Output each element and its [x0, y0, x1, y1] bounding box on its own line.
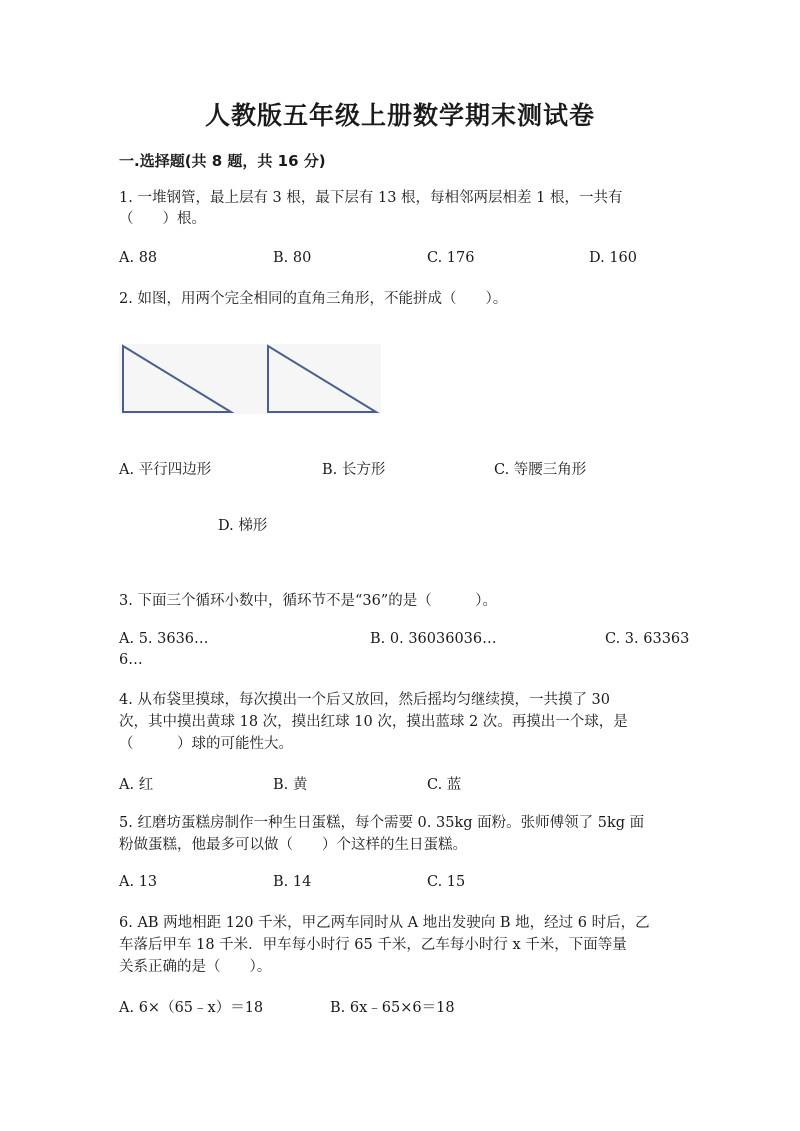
- q1-text-line1: 1. 一堆钢管，最上层有 3 根，最下层有 13 根，每相邻两层相差 1 根，一共有: [119, 190, 623, 206]
- q5-text-line1: 5. 红磨坊蛋糕房制作一种生日蛋糕，每个需要 0. 35kg 面粉。张师傅领了 5kg 面: [119, 815, 645, 831]
- q4-text-line3: （ ）球的可能性大。: [119, 736, 293, 752]
- q1-option-d: D. 160: [589, 250, 638, 266]
- q2-option-c: C. 等腰三角形: [494, 462, 587, 478]
- q2-option-d: D. 梯形: [218, 518, 268, 534]
- q2-option-a: A. 平行四边形: [119, 462, 212, 478]
- q4-option-c: C. 蓝: [427, 777, 462, 793]
- q6-option-a: A. 6×（65﹣x）＝18: [119, 1000, 264, 1016]
- q6-option-b: B. 6x﹣65×6＝18: [330, 1000, 455, 1016]
- right-triangle-left: [123, 346, 231, 412]
- q1-option-c: C. 176: [427, 250, 475, 266]
- q3-option-c-wrap: 6…: [119, 652, 143, 668]
- q5-text-line2: 粉做蛋糕，他最多可以做（ ）个这样的生日蛋糕。: [119, 837, 467, 853]
- right-triangles-figure: [119, 344, 381, 414]
- q6-text-line3: 关系正确的是（ ）。: [119, 959, 272, 975]
- q4-text-line1: 4. 从布袋里摸球，每次摸出一个后又放回，然后摇均匀继续摸，一共摸了 30: [119, 692, 611, 708]
- q1-option-b: B. 80: [273, 250, 312, 266]
- q1-option-a: A. 88: [119, 250, 158, 266]
- page-title: 人教版五年级上册数学期末测试卷: [204, 101, 595, 130]
- q5-option-c: C. 15: [427, 874, 466, 890]
- triangles-svg: [119, 344, 381, 414]
- right-triangle-right: [268, 346, 376, 412]
- q6-text-line2: 车落后甲车 18 千米．甲车每小时行 65 千米，乙车每小时行 x 千米，下面等量: [119, 937, 627, 953]
- q5-option-b: B. 14: [273, 874, 312, 890]
- q3-option-b: B. 0. 36036036…: [370, 631, 497, 647]
- q4-option-a: A. 红: [119, 777, 154, 793]
- q2-text-line1: 2. 如图，用两个完全相同的直角三角形，不能拼成（ ）。: [119, 291, 508, 307]
- q3-option-a: A. 5. 3636…: [119, 631, 209, 647]
- q1-text-line2: （ ）根。: [119, 211, 206, 227]
- section-heading: 一.选择题(共 8 题，共 16 分): [119, 152, 326, 170]
- q3-option-c: C. 3. 63363: [605, 631, 690, 647]
- q6-text-line1: 6. AB 两地相距 120 千米，甲乙两车同时从 A 地出发驶向 B 地，经过 6 时后，乙: [119, 915, 650, 931]
- q2-option-b: B. 长方形: [322, 462, 386, 478]
- q4-option-b: B. 黄: [273, 777, 308, 793]
- q3-text-line1: 3. 下面三个循环小数中，循环节不是“36”的是（ ）。: [119, 593, 497, 609]
- q4-text-line2: 次，其中摸出黄球 18 次，摸出红球 10 次，摸出蓝球 2 次。再摸出一个球，是: [119, 714, 628, 730]
- q5-option-a: A. 13: [119, 874, 158, 890]
